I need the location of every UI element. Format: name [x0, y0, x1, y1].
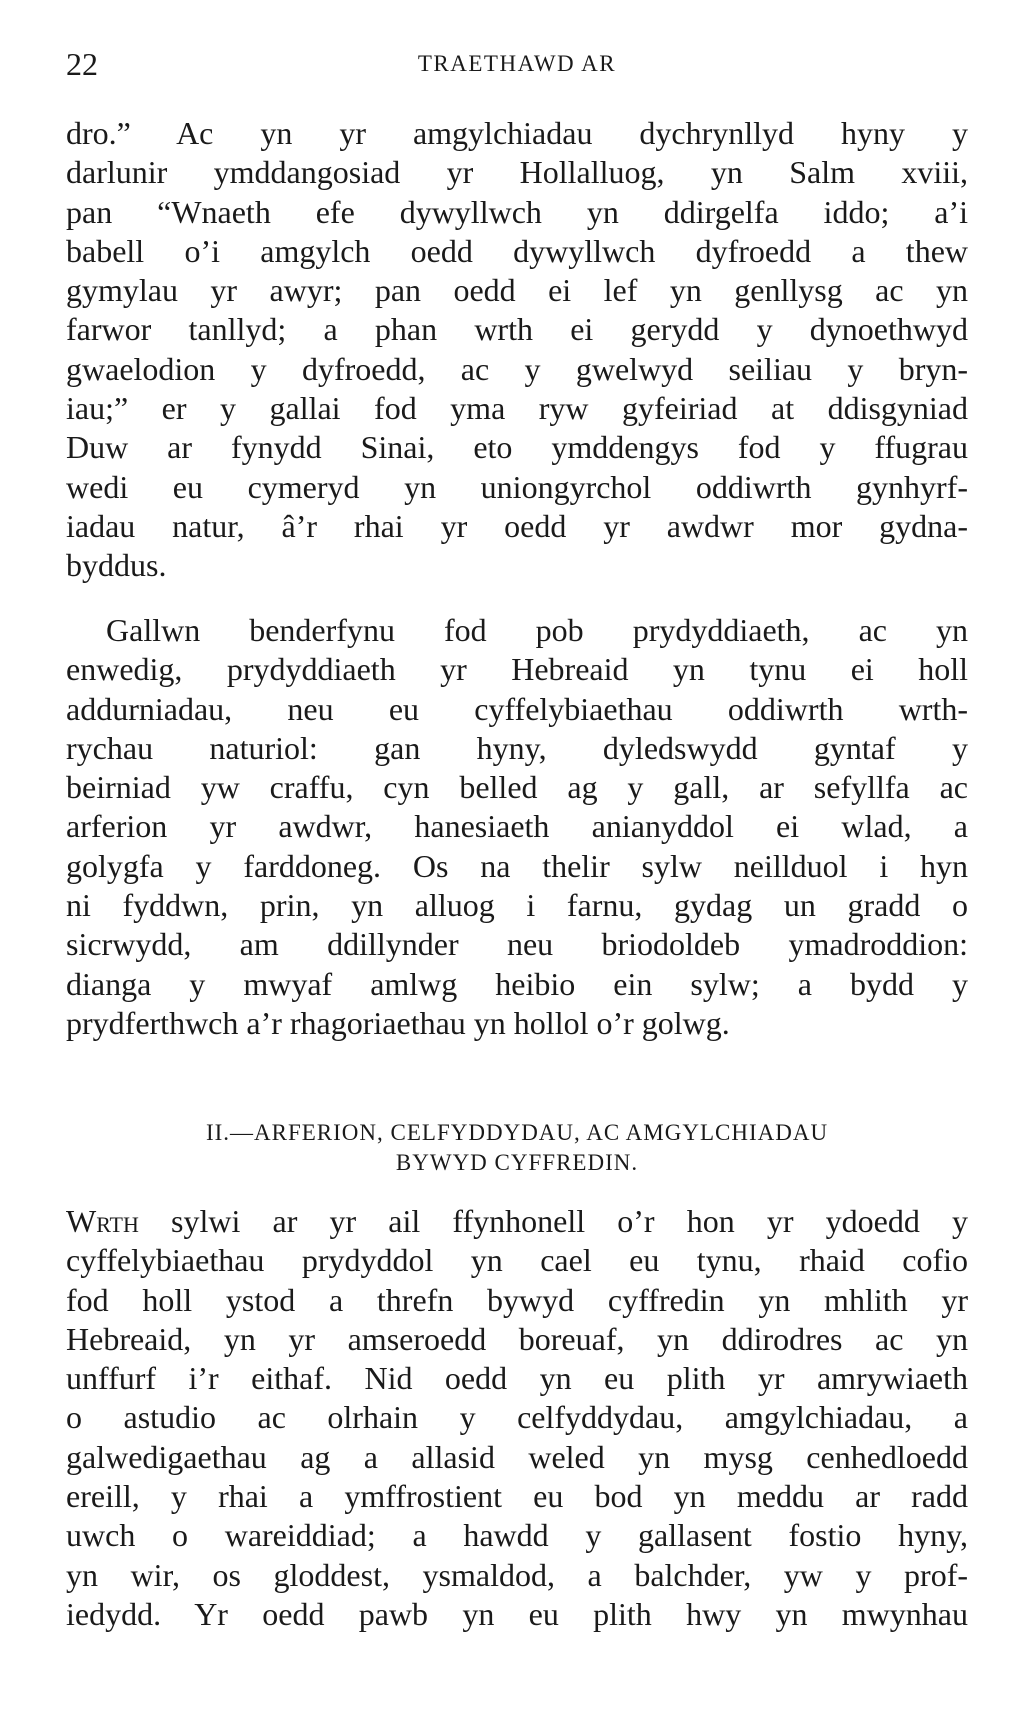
text-line: yn wir, os gloddest, ysmaldod, a balchder, yw y prof- — [66, 1556, 968, 1593]
text-line: fod holl ystod a threfn bywyd cyffredin yn mhlith yr — [66, 1281, 968, 1318]
text-line: golygfa y farddoneg. Os na thelir sylw neillduol i hyn — [66, 847, 968, 884]
text-line: babell o’i amgylch oedd dywyllwch dyfroedd a thew — [66, 232, 968, 269]
text-line: addurniadau, neu eu cyffelybiaethau oddiwrth wrth- — [66, 690, 968, 727]
text-line: uwch o wareiddiad; a hawdd y gallasent fostio hyny, — [66, 1517, 968, 1554]
text-line: prydferthwch a’r rhagoriaethau yn hollol o’r golwg. — [66, 1004, 730, 1041]
text-line: iadau natur, â’r rhai yr oedd yr awdwr mor gydna- — [66, 507, 968, 544]
section-heading-line: II.—ARFERION, CELFYDDYDAU, AC AMGYLCHIADAU — [205, 1120, 829, 1145]
paragraph-continued — [66, 114, 968, 586]
text-line: Duw ar fynydd Sinai, eto ymddengys fod y ffugrau — [66, 429, 968, 466]
page-number: 22 — [66, 46, 98, 82]
text-line: Hebreaid, yn yr amseroedd boreuaf, yn ddirodres ac yn — [66, 1320, 968, 1357]
section-heading-line: BYWYD CYFFREDIN. — [395, 1150, 639, 1175]
text-line: unffurf i’r eithaf. Nid oedd yn eu plith yr amrywiaeth — [66, 1360, 968, 1397]
text-line: galwedigaethau ag a allasid weled yn mysg cenhedloedd — [66, 1438, 968, 1475]
paragraph — [66, 611, 968, 1043]
text-line: beirniad yw craffu, cyn belled ag y gall, ar sefyllfa ac — [66, 769, 968, 806]
text-line: gymylau yr awyr; pan oedd ei lef yn genllysg ac yn — [66, 272, 968, 309]
paragraph — [66, 1202, 968, 1634]
text-line: cyffelybiaethau prydyddol yn cael eu tynu, rhaid cofio — [66, 1242, 968, 1279]
running-title: TRAETHAWD AR — [417, 51, 617, 76]
text-line: o astudio ac olrhain y celfyddydau, amgylchiadau, a — [66, 1399, 968, 1436]
page-header — [66, 44, 968, 84]
text-line: byddus. — [66, 547, 167, 584]
text-line: enwedig, prydyddiaeth yr Hebreaid yn tynu ei holl — [66, 651, 968, 688]
lead-word: Wrth — [66, 1203, 139, 1239]
text-line: dro.” Ac yn yr amgylchiadau dychrynllyd hyny y — [66, 115, 968, 151]
text-line: gwaelodion y dyfroedd, ac y gwelwyd seiliau y bryn- — [66, 350, 968, 387]
text-line: darlunir ymddangosiad yr Hollalluog, yn Salm xviii, — [66, 154, 968, 191]
text-line: ereill, y rhai a ymffrostient eu bod yn meddu ar radd — [66, 1478, 968, 1515]
text-line: rychau naturiol: gan hyny, dyledswydd gyntaf y — [66, 729, 968, 766]
text-line: wedi eu cymeryd yn uniongyrchol oddiwrth gynhyrf- — [66, 468, 968, 505]
text-line: farwor tanllyd; a phan wrth ei gerydd y dynoethwyd — [66, 311, 968, 348]
text-line: iedydd. Yr oedd pawb yn eu plith hwy yn mwynhau — [66, 1595, 968, 1632]
section-heading — [66, 1118, 968, 1178]
text-line: dianga y mwyaf amlwg heibio ein sylw; a bydd y — [66, 965, 968, 1002]
text-line — [66, 1202, 968, 1241]
text-line: pan “Wnaeth efe dywyllwch yn ddirgelfa iddo; a’i — [66, 193, 968, 230]
line-text: sylwi ar yr ail ffynhonell o’r hon yr ydoedd y — [138, 1203, 968, 1239]
text-line: ni fyddwn, prin, yn alluog i farnu, gydag un gradd o — [66, 887, 968, 924]
text-line: arferion yr awdwr, hanesiaeth anianyddol ei wlad, a — [66, 808, 968, 845]
text-line: sicrwydd, am ddillynder neu briodoldeb ymadroddion: — [66, 926, 968, 963]
text-line: Gallwn benderfynu fod pob prydyddiaeth, ac yn — [106, 612, 968, 648]
text-line: iau;” er y gallai fod yma ryw gyfeiriad at ddisgyniad — [66, 390, 968, 427]
